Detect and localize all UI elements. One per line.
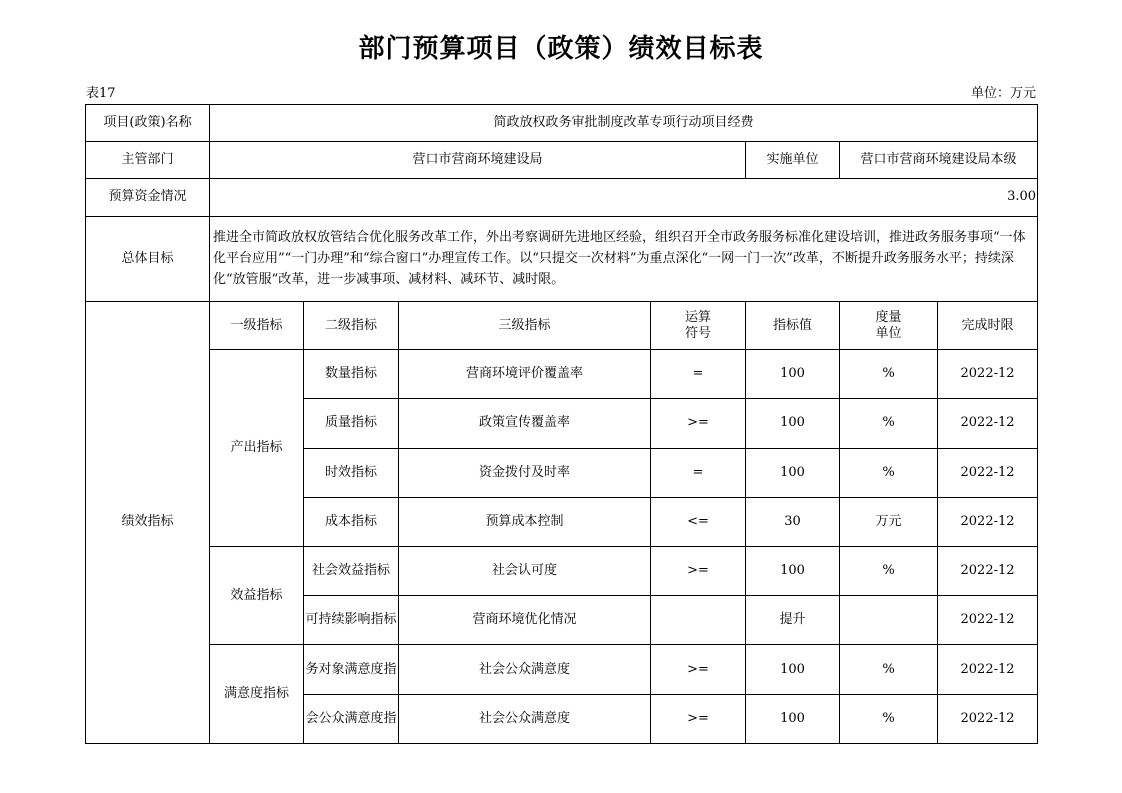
level2-cell: 社会效益指标 bbox=[304, 547, 399, 596]
value-cell: 100 bbox=[746, 547, 840, 596]
level2-cell: 时效指标 bbox=[304, 448, 399, 497]
operator-cell: >= bbox=[651, 694, 746, 743]
operator-cell bbox=[651, 596, 746, 645]
level3-cell: 社会认可度 bbox=[399, 547, 651, 596]
value-cell: 100 bbox=[746, 645, 840, 694]
deadline-cell: 2022-12 bbox=[938, 694, 1038, 743]
indicators-section-label: 绩效指标 bbox=[86, 301, 210, 743]
deadline-cell: 2022-12 bbox=[938, 350, 1038, 399]
deadline-cell: 2022-12 bbox=[938, 596, 1038, 645]
level2-cell: 成本指标 bbox=[304, 497, 399, 546]
department-label: 主管部门 bbox=[86, 142, 210, 179]
level3-cell: 政策宣传覆盖率 bbox=[399, 399, 651, 448]
operator-cell: = bbox=[651, 448, 746, 497]
level3-cell: 资金拨付及时率 bbox=[399, 448, 651, 497]
implementing-unit-label: 实施单位 bbox=[746, 142, 840, 179]
value-cell: 100 bbox=[746, 694, 840, 743]
overall-goal-value: 推进全市简政放权放管结合优化服务改革工作，外出考察调研先进地区经验，组织召开全市政务服务标准化建设培训，推进政务服务事项“一体化平台应用”“一门办理”和“综合窗口”办理宣传工作。以“只提交一次材料”为重点深化“一网一门一次”改革，不断提升政务服务水平；持续深化“放管服”改革，进一步减事项、减材料、减环节、减时限。 bbox=[210, 216, 1038, 301]
level3-cell: 预算成本控制 bbox=[399, 497, 651, 546]
deadline-cell: 2022-12 bbox=[938, 497, 1038, 546]
operator-cell: >= bbox=[651, 547, 746, 596]
level2-cell: 务对象满意度指 bbox=[304, 645, 399, 694]
col-operator-header: 运算 符号 bbox=[651, 301, 746, 349]
value-cell: 100 bbox=[746, 399, 840, 448]
unit-cell: % bbox=[840, 350, 938, 399]
level3-cell: 社会公众满意度 bbox=[399, 694, 651, 743]
budget-label: 预算资金情况 bbox=[86, 179, 210, 216]
col-unit-header: 度量 单位 bbox=[840, 301, 938, 349]
deadline-cell: 2022-12 bbox=[938, 645, 1038, 694]
col-level2-header: 二级指标 bbox=[304, 301, 399, 349]
performance-target-table bbox=[85, 104, 1038, 744]
level2-cell: 质量指标 bbox=[304, 399, 399, 448]
level2-cell: 数量指标 bbox=[304, 350, 399, 399]
deadline-cell: 2022-12 bbox=[938, 547, 1038, 596]
unit-cell: 万元 bbox=[840, 497, 938, 546]
value-cell: 100 bbox=[746, 448, 840, 497]
table-row bbox=[86, 350, 1038, 399]
implementing-unit-value: 营口市营商环境建设局本级 bbox=[840, 142, 1038, 179]
indicator-header-row bbox=[86, 301, 1038, 349]
unit-cell: % bbox=[840, 694, 938, 743]
budget-value: 3.00 bbox=[210, 179, 1038, 216]
level2-cell: 可持续影响指标 bbox=[304, 596, 399, 645]
deadline-cell: 2022-12 bbox=[938, 448, 1038, 497]
unit-cell: % bbox=[840, 547, 938, 596]
unit-cell bbox=[840, 596, 938, 645]
department-value: 营口市营商环境建设局 bbox=[210, 142, 746, 179]
table-number: 表17 bbox=[86, 86, 116, 101]
unit-cell: % bbox=[840, 448, 938, 497]
level1-benefit: 效益指标 bbox=[210, 547, 304, 645]
operator-cell: = bbox=[651, 350, 746, 399]
page-title: 部门预算项目（政策）绩效目标表 bbox=[358, 34, 764, 64]
table-row bbox=[86, 645, 1038, 694]
level3-cell: 营商环境评价覆盖率 bbox=[399, 350, 651, 399]
project-name-label: 项目(政策)名称 bbox=[86, 105, 210, 142]
row-budget bbox=[86, 179, 1038, 216]
col-deadline-header: 完成时限 bbox=[938, 301, 1038, 349]
col-level1-header: 一级指标 bbox=[210, 301, 304, 349]
col-level3-header: 三级指标 bbox=[399, 301, 651, 349]
operator-cell: >= bbox=[651, 399, 746, 448]
operator-cell: >= bbox=[651, 645, 746, 694]
level1-satisfaction: 满意度指标 bbox=[210, 645, 304, 744]
unit-cell: % bbox=[840, 399, 938, 448]
col-value-header: 指标值 bbox=[746, 301, 840, 349]
level1-output: 产出指标 bbox=[210, 350, 304, 547]
unit-cell: % bbox=[840, 645, 938, 694]
deadline-cell: 2022-12 bbox=[938, 399, 1038, 448]
operator-cell: <= bbox=[651, 497, 746, 546]
level2-cell: 会公众满意度指 bbox=[304, 694, 399, 743]
overall-goal-label: 总体目标 bbox=[86, 216, 210, 301]
row-department bbox=[86, 142, 1038, 179]
row-project-name bbox=[86, 105, 1038, 142]
value-cell: 提升 bbox=[746, 596, 840, 645]
row-overall-goal bbox=[86, 216, 1038, 301]
table-row bbox=[86, 547, 1038, 596]
value-cell: 30 bbox=[746, 497, 840, 546]
value-cell: 100 bbox=[746, 350, 840, 399]
level3-cell: 社会公众满意度 bbox=[399, 645, 651, 694]
unit-label: 单位：万元 bbox=[970, 86, 1036, 101]
level3-cell: 营商环境优化情况 bbox=[399, 596, 651, 645]
project-name-value: 简政放权政务审批制度改革专项行动项目经费 bbox=[210, 105, 1038, 142]
